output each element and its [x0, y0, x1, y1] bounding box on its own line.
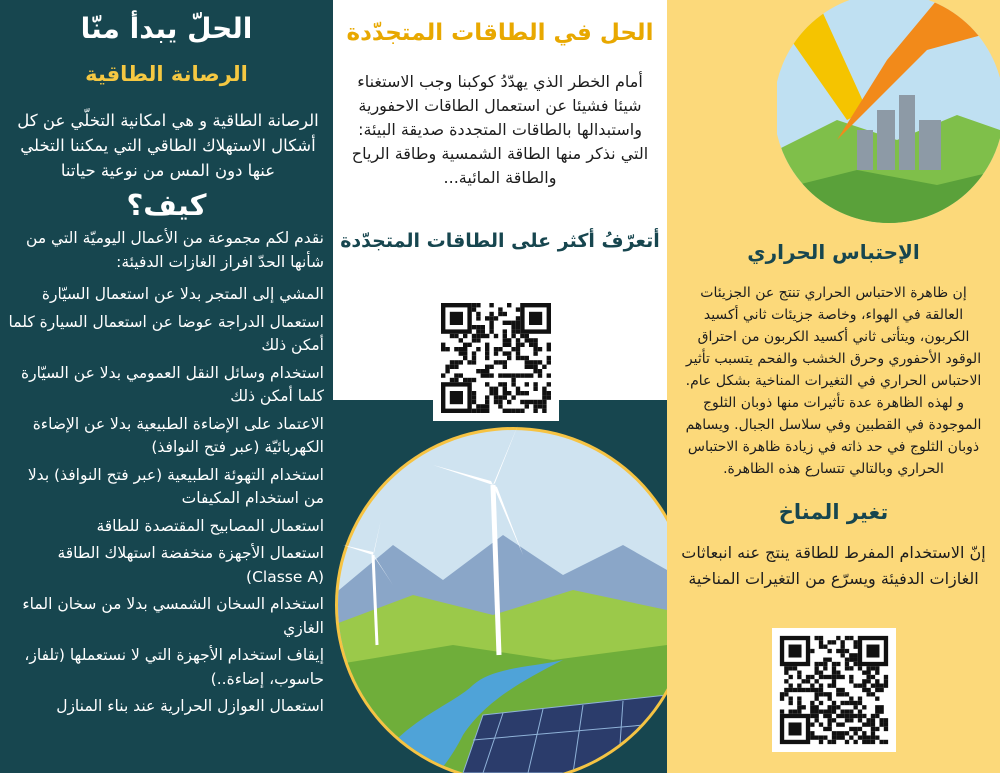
- greenhouse-illustration: [777, 0, 1000, 235]
- list-item: • استخدام وسائل النقل العمومي بدلا عن السيّارة كلما أمكن ذلك: [6, 362, 324, 409]
- panel-subtitle: الرصانة الطاقية: [85, 62, 248, 86]
- section-title: الإحتباس الحراري: [747, 240, 920, 264]
- panel-title: الحلّ يبدأ منّا: [80, 12, 253, 45]
- renewable-energy-panel: [333, 0, 667, 773]
- qr-code-icon[interactable]: [433, 295, 559, 421]
- climate-panel: [667, 0, 1000, 773]
- renewable-landscape-illustration: [333, 405, 667, 773]
- list-item: • الاعتماد على الإضاءة الطبيعية بدلا عن الإضاءة الكهربائيّة (عبر فتح النوافذ): [6, 413, 324, 460]
- section-title: تغير المناخ: [778, 500, 889, 524]
- tips-list: [6, 283, 333, 723]
- list-item: • استعمال الأجهزة منخفضة استهلاك الطاقة (Classe A): [6, 542, 324, 589]
- list-item: • استعمال العوازل الحرارية عند بناء المنازل: [6, 695, 324, 719]
- qr-code-graphic: [433, 295, 559, 421]
- how-heading: كيف؟: [126, 188, 207, 222]
- list-item: • استخدام التهوئة الطبيعية (عبر فتح النوافذ) بدلا من استخدام المكيفات: [6, 464, 324, 511]
- intro-paragraph: الرصانة الطاقية و هي امكانية التخلّي عن كل أشكال الاستهلاك الطاقي التي يمكننا التخلي عنها دون المس من نوعية حياتنا: [17, 111, 319, 180]
- panel-title: الحل في الطاقات المتجدّدة: [346, 20, 654, 46]
- list-item: • استعمال المصابيح المقتصدة للطاقة: [6, 515, 324, 539]
- body-paragraph: إنّ الاستخدام المفرط للطاقة ينتج عنه انبعاثات الغازات الدفيئة ويسرّع من التغيرات المناخية: [681, 543, 986, 588]
- tips-lead: نقدم لكم مجموعة من الأعمال اليوميّة التي من شأنها الحدّ افراز الغازات الدفيئة:: [26, 229, 324, 271]
- qr-code-graphic: [772, 628, 896, 752]
- list-item: • استعمال الدراجة عوضا عن استعمال السيارة كلما أمكن ذلك: [6, 311, 324, 358]
- body-paragraph: أمام الخطر الذي يهدّدُ كوكبنا وجب الاستغناء شيئا فشيئا عن استعمال الطاقات الاحفورية واستبدالها بالطاقات المتجددة صديقة البيئة: التي نذكر منها الطاقة الشمسية وطاقة الرياح والطاقة المائية...: [351, 72, 649, 187]
- learn-more-heading: أتعرّفُ أكثر على الطاقات المتجدّدة: [340, 230, 660, 252]
- energy-sobriety-panel: [0, 0, 333, 773]
- list-item: • استخدام السخان الشمسي بدلا من سخان الماء الغازي: [6, 593, 324, 640]
- body-paragraph: إن ظاهرة الاحتباس الحراري تنتج عن الجزيئات العالقة في الهواء، وخاصة جزيئات ثاني أكسيد الكربون، ويتأتى ثاني أكسيد الكربون من احتراق الوقود الأحفوري وحرق الخشب والفحم يتسبب تأثير الاحتباس الحراري في التغيرات المناخية بشكل عام. و لهذه الظاهرة عدة تأثيرات منها ذوبان الثلوج الموجودة في القطبين وفي سلاسل الجبال. ويساهم ذوبان الثلوج في حد ذاته في زيادة ظاهرة الاحتباس الحراري وبالتالي تتسارع هذه الظاهرة.: [685, 285, 982, 477]
- list-item: • إيقاف استخدام الأجهزة التي لا نستعملها (تلفاز، حاسوب، إضاءة..): [6, 644, 324, 691]
- list-item: • المشي إلى المتجر بدلا عن استعمال السيّارة: [6, 283, 324, 307]
- qr-code-icon[interactable]: [772, 628, 896, 752]
